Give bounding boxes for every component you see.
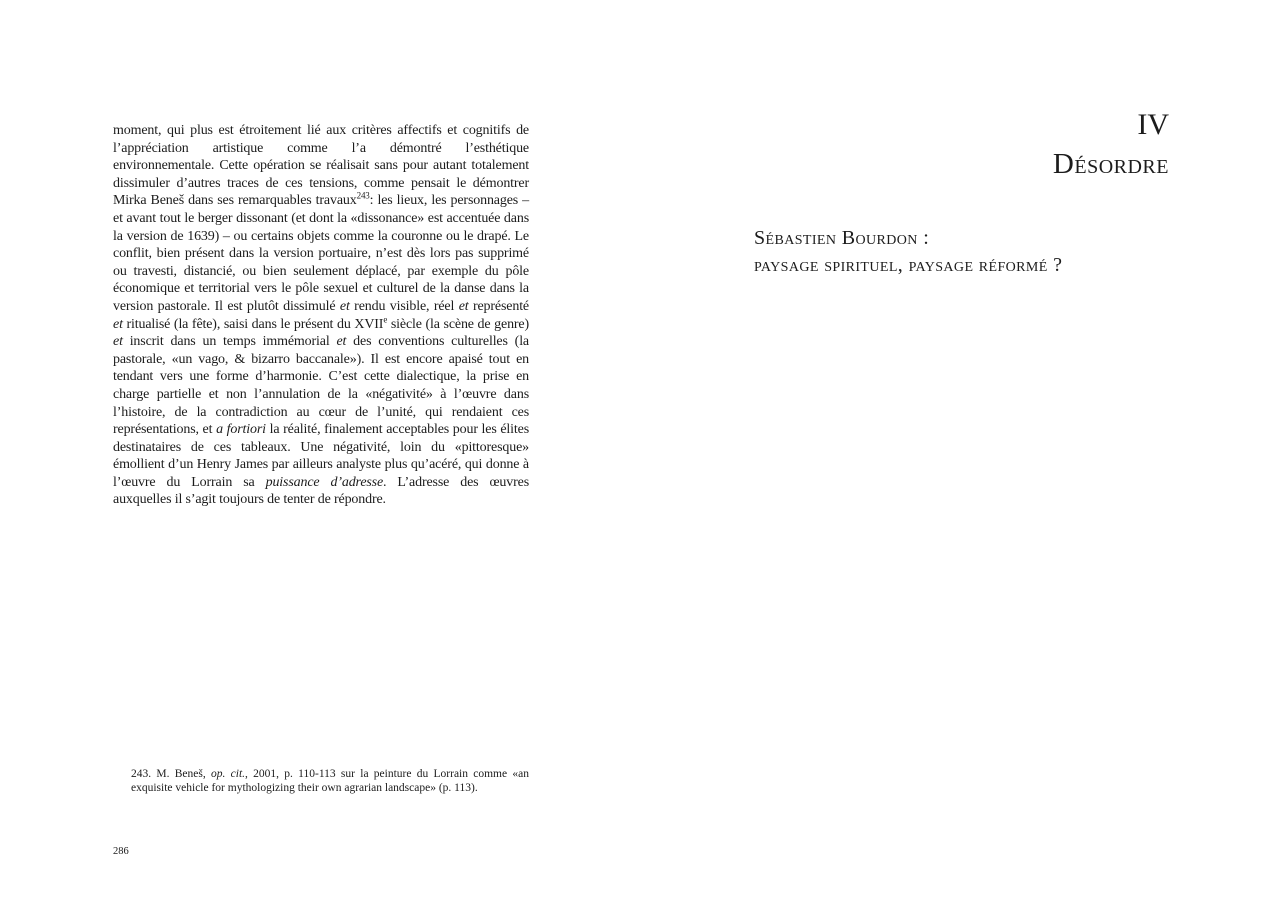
chapter-number: IV xyxy=(1137,108,1169,141)
italic-text: et xyxy=(113,334,123,350)
body-paragraph xyxy=(113,122,529,509)
footnote-text: 243. M. Beneš, xyxy=(131,768,206,780)
italic-text: et xyxy=(458,298,469,314)
chapter-heading xyxy=(1053,106,1169,184)
italic-text: puissance d’adresse xyxy=(265,474,384,490)
text-run: moment, qui plus est étroitement lié aux critères affectifs et cognitifs de l’appréciation artistique comme l’a démontré l’esthétique environnementale. Cette opération se réalisait sans pour autant totalement dissimuler d’autres traces de ces tensions, comme pensait le démontrer Mirka Beneš dans ses remarquables travaux xyxy=(113,123,529,209)
footnote-reference[interactable]: 243 xyxy=(356,190,370,201)
section-title-line-2: paysage spirituel, paysage réformé ? xyxy=(754,254,1063,276)
text-run: inscrit dans un temps immémorial xyxy=(122,334,330,350)
italic-text: a fortiori xyxy=(216,422,266,438)
left-page xyxy=(113,122,529,509)
italic-text: et xyxy=(113,316,123,332)
text-run: ritualisé (la fête), saisi dans le présent du XVII xyxy=(122,316,384,332)
footnote-243 xyxy=(131,767,529,795)
italic-text: op. cit. xyxy=(211,768,246,780)
text-run: représenté xyxy=(468,298,529,314)
text-run: siècle (la scène de genre) xyxy=(387,316,530,332)
section-title xyxy=(754,225,1062,279)
text-run: : les lieux, les personnages – et avant tout le berger dissonant (et dont la «dissonance» est accentuée dans la version de 1639) – ou certains objets comme la couronne ou le drapé. Le conflit, bien présent dans la version portuaire, n’est dès lors pas supprimé ou travesti, distancié, ou bien seulement déplacé, par exemple du pôle économique et territorial vers le pôle sexuel et culturel de la danse dans la version pastorale. Il est plutôt dissimulé xyxy=(113,193,529,314)
footnote-text: , 2001, p. 110-113 sur la peinture du Lorrain comme «an exquisite vehicle for mythologizing their own agrarian landscape» (p. 113). xyxy=(131,768,529,794)
page-number: 286 xyxy=(113,846,129,857)
italic-text: et xyxy=(336,334,347,350)
italic-text: et xyxy=(339,298,350,314)
text-run: rendu visible, réel xyxy=(349,298,455,314)
text-run: . L’adresse des œuvres auxquelles il s’agit toujours de tenter de répondre. xyxy=(113,474,529,508)
section-title-line-1: Sébastien Bourdon : xyxy=(754,227,930,249)
text-run: des conventions culturelles (la pastorale, «un vago, & bizarro baccanale»). Il est encore apaisé tout en tendant vers une forme d’harmonie. C’est cette dialectique, la prise en charge partielle et non l’annulation de la «négativité» à l’œuvre dans l’histoire, de la contradiction au cœur de l’unité, qui rendaient ces représentations, et xyxy=(113,334,529,438)
chapter-title: Désordre xyxy=(1052,148,1169,180)
century-superscript: e xyxy=(383,313,388,324)
text-run: la réalité, finalement acceptables pour les élites destinataires de ces tableaux. Une négativité, loin du «pittoresque» émollient d’un Henry James par ailleurs analyste plus qu’acéré, qui donne à l’œuvre du Lorrain sa xyxy=(113,422,530,490)
